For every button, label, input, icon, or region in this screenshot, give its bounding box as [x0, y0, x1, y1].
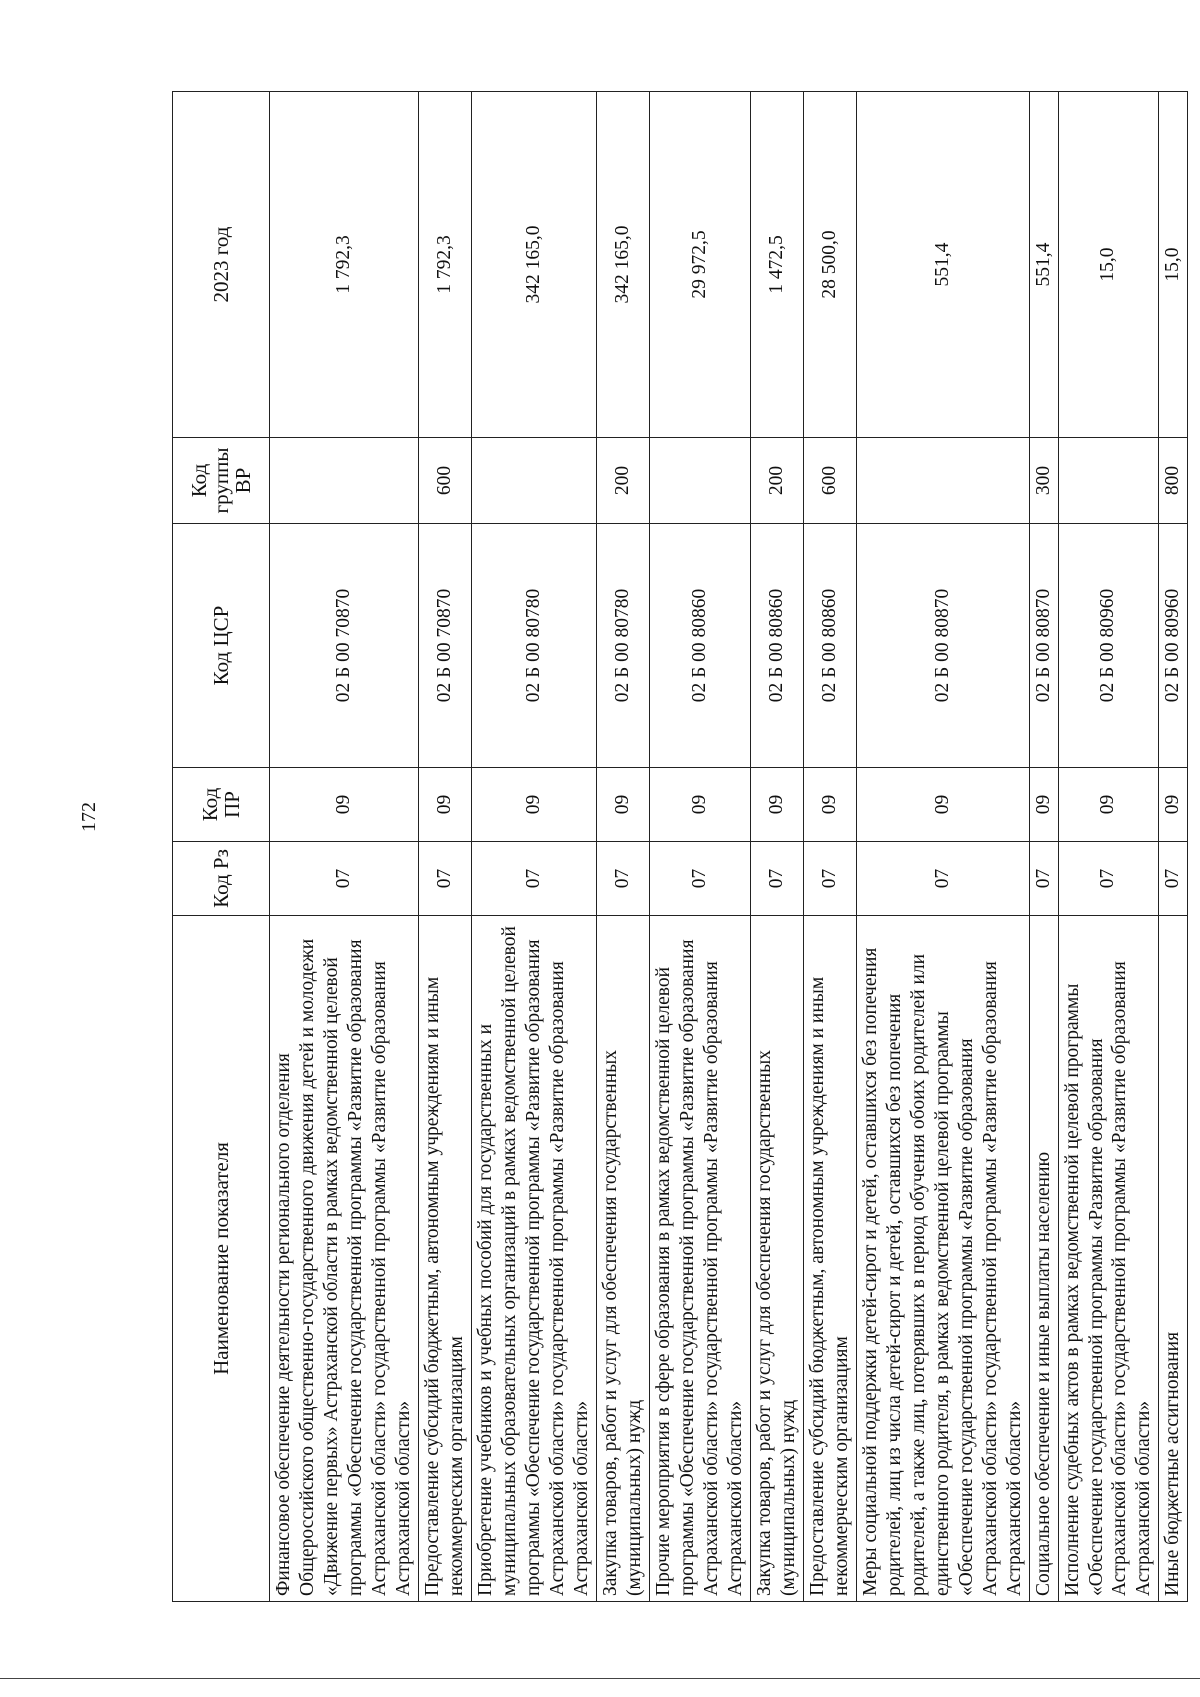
row-csr: 02 Б 00 70870	[270, 524, 419, 768]
row-value: 15,0	[1058, 92, 1159, 438]
row-name: Исполнение судебных актов в рамках ведомственной целевой программы «Обеспечение государственной программы «Развитие образования Астраханской области» государственной программы «Развитие образования Астраханской области»	[1058, 916, 1159, 1602]
row-pr: 09	[1058, 768, 1159, 842]
row-csr: 02 Б 00 80870	[1029, 524, 1058, 768]
table-row	[856, 92, 1029, 1602]
row-csr: 02 Б 00 80860	[750, 524, 803, 768]
header-year: 2023 год	[173, 92, 270, 438]
row-value: 551,4	[856, 92, 1029, 438]
header-vr: Код группы ВР	[173, 438, 270, 524]
row-rz: 07	[750, 842, 803, 916]
row-rz: 07	[803, 842, 856, 916]
row-name: Предоставление субсидий бюджетным, автономным учреждениям и иным некоммерческим организациям	[803, 916, 856, 1602]
table-row	[418, 92, 471, 1602]
row-value: 28 500,0	[803, 92, 856, 438]
row-rz: 07	[418, 842, 471, 916]
budget-table-container	[172, 92, 1184, 1602]
row-value: 342 165,0	[471, 92, 596, 438]
row-value: 1 792,3	[270, 92, 419, 438]
row-pr: 09	[649, 768, 750, 842]
row-name: Финансовое обеспечение деятельности регионального отделения Общероссийского общественно-государственного движения детей и молодежи «Движение первых» Астраханской области в рамках ведомственной целевой программы «Обеспечение государственной программы «Развитие образования Астраханской области» государственной программы «Развитие образования Астраханской области»	[270, 916, 419, 1602]
header-csr: Код ЦСР	[173, 524, 270, 768]
table-row	[1159, 92, 1188, 1602]
row-value: 1 472,5	[750, 92, 803, 438]
row-vr	[1058, 438, 1159, 524]
row-rz: 07	[471, 842, 596, 916]
header-pr: Код ПР	[173, 768, 270, 842]
row-rz: 07	[596, 842, 649, 916]
row-vr: 200	[750, 438, 803, 524]
row-pr: 09	[1159, 768, 1188, 842]
row-name: Закупка товаров, работ и услуг для обеспечения государственных (муниципальных) нужд	[596, 916, 649, 1602]
table-row	[270, 92, 419, 1602]
row-rz: 07	[270, 842, 419, 916]
row-name: Приобретение учебников и учебных пособий для государственных и муниципальных образовательных организаций в рамках ведомственной целевой программы «Обеспечение государственной программы «Развитие образования Астраханской области» государственной программы «Развитие образования Астраханской области»	[471, 916, 596, 1602]
table-header-row	[173, 92, 270, 1602]
table-row	[803, 92, 856, 1602]
row-pr: 09	[750, 768, 803, 842]
header-name: Наименование показателя	[173, 916, 270, 1602]
table-row	[1058, 92, 1159, 1602]
row-pr: 09	[803, 768, 856, 842]
row-vr	[856, 438, 1029, 524]
row-rz: 07	[1029, 842, 1058, 916]
row-vr	[270, 438, 419, 524]
row-value: 29 972,5	[649, 92, 750, 438]
row-csr: 02 Б 00 80860	[803, 524, 856, 768]
row-pr: 09	[1029, 768, 1058, 842]
scan-bottom-rule	[0, 1678, 1200, 1679]
row-name: Закупка товаров, работ и услуг для обеспечения государственных (муниципальных) нужд	[750, 916, 803, 1602]
table-row	[471, 92, 596, 1602]
row-vr: 300	[1029, 438, 1058, 524]
row-name: Предоставление субсидий бюджетным, автономным учреждениям и иным некоммерческим организациям	[418, 916, 471, 1602]
row-vr	[649, 438, 750, 524]
row-vr: 600	[803, 438, 856, 524]
row-csr: 02 Б 00 80780	[471, 524, 596, 768]
row-rz: 07	[856, 842, 1029, 916]
row-csr: 02 Б 00 80860	[649, 524, 750, 768]
table-row	[750, 92, 803, 1602]
row-pr: 09	[418, 768, 471, 842]
row-vr: 800	[1159, 438, 1188, 524]
row-pr: 09	[856, 768, 1029, 842]
row-value: 342 165,0	[596, 92, 649, 438]
row-name: Меры социальной поддержки детей-сирот и детей, оставшихся без попечения родителей, лиц из числа детей-сирот и детей, оставшихся без попечения родителей, а также лиц, потерявших в период обучения обоих родителей или единственного родителя, в рамках ведомственной целевой программы «Обеспечение государственной программы «Развитие образования Астраханской области» государственной программы «Развитие образования Астраханской области»	[856, 916, 1029, 1602]
row-vr	[471, 438, 596, 524]
row-pr: 09	[596, 768, 649, 842]
row-rz: 07	[1159, 842, 1188, 916]
page-number: 172	[78, 802, 100, 832]
row-rz: 07	[649, 842, 750, 916]
row-name: Прочие мероприятия в сфере образования в рамках ведомственной целевой программы «Обеспечение государственной программы «Развитие образования Астраханской области» государственной программы «Развитие образования Астраханской области»	[649, 916, 750, 1602]
row-vr: 200	[596, 438, 649, 524]
row-csr: 02 Б 00 80780	[596, 524, 649, 768]
row-name: Иные бюджетные ассигнования	[1159, 916, 1188, 1602]
row-name: Социальное обеспечение и иные выплаты населению	[1029, 916, 1058, 1602]
row-csr: 02 Б 00 80870	[856, 524, 1029, 768]
row-value: 551,4	[1029, 92, 1058, 438]
row-csr: 02 Б 00 80960	[1058, 524, 1159, 768]
row-vr: 600	[418, 438, 471, 524]
table-row	[596, 92, 649, 1602]
row-pr: 09	[471, 768, 596, 842]
row-csr: 02 Б 00 70870	[418, 524, 471, 768]
row-value: 1 792,3	[418, 92, 471, 438]
table-row	[649, 92, 750, 1602]
row-csr: 02 Б 00 80960	[1159, 524, 1188, 768]
row-value: 15,0	[1159, 92, 1188, 438]
row-rz: 07	[1058, 842, 1159, 916]
table-row	[1029, 92, 1058, 1602]
header-rz: Код Рз	[173, 842, 270, 916]
row-pr: 09	[270, 768, 419, 842]
budget-table	[172, 91, 1188, 1602]
